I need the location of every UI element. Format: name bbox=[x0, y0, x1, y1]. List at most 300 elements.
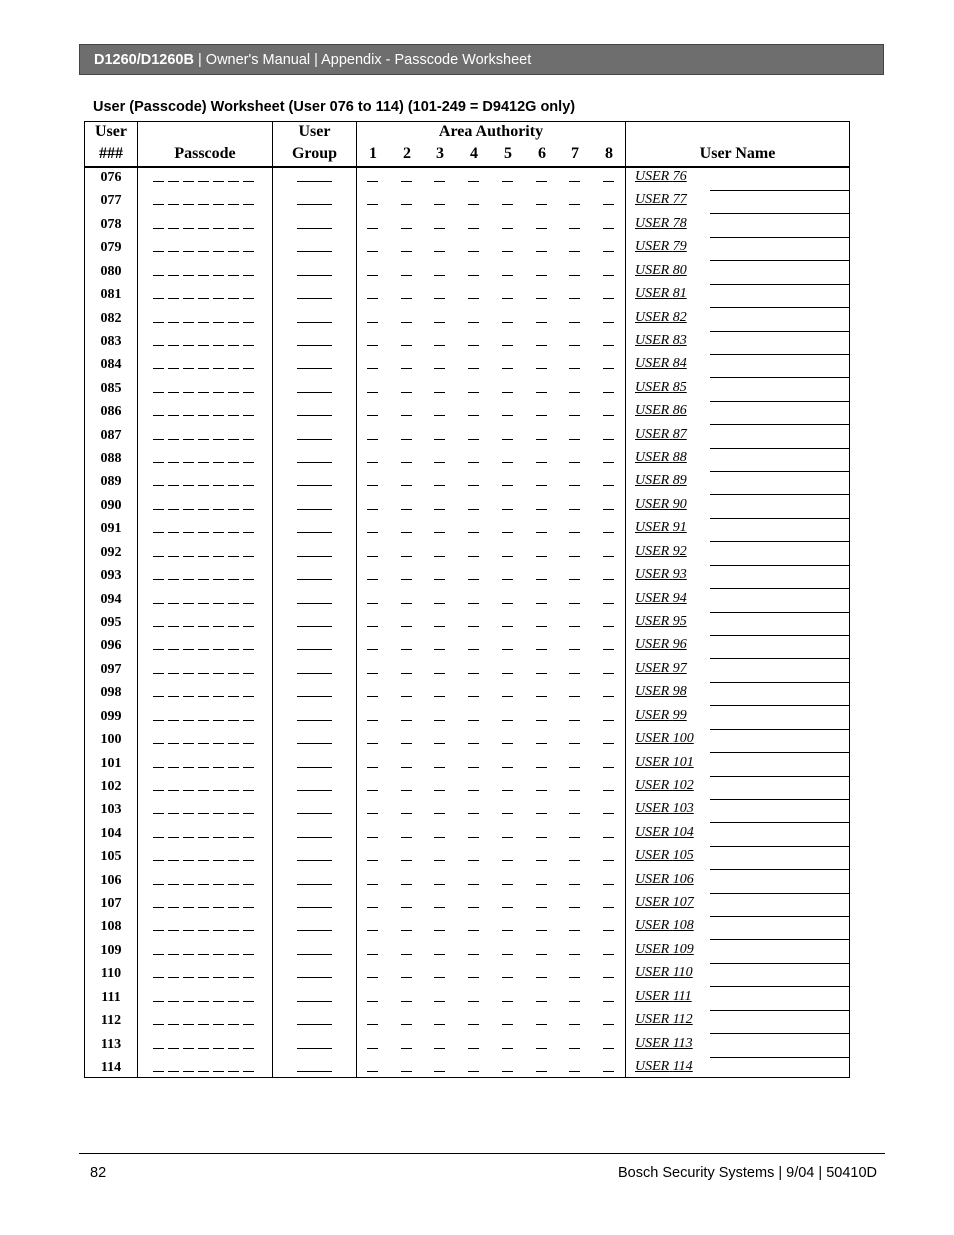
area-authority-blank[interactable] bbox=[468, 767, 479, 768]
area-authority-blank[interactable] bbox=[502, 884, 513, 885]
area-authority-blank[interactable] bbox=[502, 696, 513, 697]
area-authority-blank[interactable] bbox=[603, 509, 614, 510]
area-authority-blank[interactable] bbox=[367, 1071, 378, 1072]
area-authority-blank[interactable] bbox=[502, 556, 513, 557]
user-group-blank[interactable] bbox=[297, 790, 332, 791]
area-authority-blank[interactable] bbox=[569, 345, 580, 346]
area-authority-blank[interactable] bbox=[367, 1048, 378, 1049]
passcode-blank[interactable] bbox=[153, 509, 257, 510]
area-authority-blank[interactable] bbox=[434, 696, 445, 697]
passcode-blank[interactable] bbox=[153, 626, 257, 627]
area-authority-blank[interactable] bbox=[468, 275, 479, 276]
passcode-blank[interactable] bbox=[153, 977, 257, 978]
area-authority-blank[interactable] bbox=[603, 884, 614, 885]
area-authority-blank[interactable] bbox=[401, 884, 412, 885]
area-authority-blank[interactable] bbox=[603, 860, 614, 861]
passcode-blank[interactable] bbox=[153, 696, 257, 697]
area-authority-blank[interactable] bbox=[569, 977, 580, 978]
area-authority-blank[interactable] bbox=[536, 322, 547, 323]
area-authority-blank[interactable] bbox=[401, 204, 412, 205]
area-authority-blank[interactable] bbox=[401, 532, 412, 533]
area-authority-blank[interactable] bbox=[536, 275, 547, 276]
area-authority-blank[interactable] bbox=[434, 884, 445, 885]
area-authority-blank[interactable] bbox=[502, 767, 513, 768]
area-authority-blank[interactable] bbox=[434, 743, 445, 744]
user-group-blank[interactable] bbox=[297, 462, 332, 463]
area-authority-blank[interactable] bbox=[569, 860, 580, 861]
passcode-blank[interactable] bbox=[153, 649, 257, 650]
area-authority-blank[interactable] bbox=[468, 298, 479, 299]
area-authority-blank[interactable] bbox=[468, 509, 479, 510]
area-authority-blank[interactable] bbox=[569, 790, 580, 791]
area-authority-blank[interactable] bbox=[569, 532, 580, 533]
area-authority-blank[interactable] bbox=[434, 204, 445, 205]
area-authority-blank[interactable] bbox=[603, 1048, 614, 1049]
area-authority-blank[interactable] bbox=[401, 696, 412, 697]
user-group-blank[interactable] bbox=[297, 368, 332, 369]
area-authority-blank[interactable] bbox=[569, 556, 580, 557]
area-authority-blank[interactable] bbox=[502, 977, 513, 978]
area-authority-blank[interactable] bbox=[502, 532, 513, 533]
area-authority-blank[interactable] bbox=[434, 767, 445, 768]
area-authority-blank[interactable] bbox=[502, 204, 513, 205]
area-authority-blank[interactable] bbox=[434, 907, 445, 908]
user-group-blank[interactable] bbox=[297, 673, 332, 674]
area-authority-blank[interactable] bbox=[536, 228, 547, 229]
area-authority-blank[interactable] bbox=[603, 696, 614, 697]
area-authority-blank[interactable] bbox=[603, 181, 614, 182]
area-authority-blank[interactable] bbox=[536, 837, 547, 838]
area-authority-blank[interactable] bbox=[603, 930, 614, 931]
user-group-blank[interactable] bbox=[297, 720, 332, 721]
area-authority-blank[interactable] bbox=[401, 649, 412, 650]
area-authority-blank[interactable] bbox=[603, 204, 614, 205]
area-authority-blank[interactable] bbox=[603, 1024, 614, 1025]
passcode-blank[interactable] bbox=[153, 462, 257, 463]
area-authority-blank[interactable] bbox=[367, 556, 378, 557]
area-authority-blank[interactable] bbox=[468, 181, 479, 182]
user-group-blank[interactable] bbox=[297, 251, 332, 252]
area-authority-blank[interactable] bbox=[536, 813, 547, 814]
area-authority-blank[interactable] bbox=[367, 884, 378, 885]
area-authority-blank[interactable] bbox=[468, 673, 479, 674]
area-authority-blank[interactable] bbox=[569, 1024, 580, 1025]
area-authority-blank[interactable] bbox=[569, 743, 580, 744]
area-authority-blank[interactable] bbox=[468, 204, 479, 205]
area-authority-blank[interactable] bbox=[434, 462, 445, 463]
area-authority-blank[interactable] bbox=[502, 860, 513, 861]
area-authority-blank[interactable] bbox=[569, 509, 580, 510]
area-authority-blank[interactable] bbox=[401, 298, 412, 299]
area-authority-blank[interactable] bbox=[536, 720, 547, 721]
area-authority-blank[interactable] bbox=[536, 907, 547, 908]
passcode-blank[interactable] bbox=[153, 767, 257, 768]
passcode-blank[interactable] bbox=[153, 790, 257, 791]
passcode-blank[interactable] bbox=[153, 228, 257, 229]
area-authority-blank[interactable] bbox=[468, 345, 479, 346]
area-authority-blank[interactable] bbox=[603, 977, 614, 978]
area-authority-blank[interactable] bbox=[367, 579, 378, 580]
area-authority-blank[interactable] bbox=[434, 439, 445, 440]
passcode-blank[interactable] bbox=[153, 532, 257, 533]
area-authority-blank[interactable] bbox=[569, 392, 580, 393]
area-authority-blank[interactable] bbox=[502, 415, 513, 416]
area-authority-blank[interactable] bbox=[401, 1071, 412, 1072]
passcode-blank[interactable] bbox=[153, 954, 257, 955]
area-authority-blank[interactable] bbox=[569, 415, 580, 416]
area-authority-blank[interactable] bbox=[367, 485, 378, 486]
passcode-blank[interactable] bbox=[153, 415, 257, 416]
area-authority-blank[interactable] bbox=[468, 813, 479, 814]
area-authority-blank[interactable] bbox=[367, 1024, 378, 1025]
user-group-blank[interactable] bbox=[297, 767, 332, 768]
area-authority-blank[interactable] bbox=[569, 813, 580, 814]
area-authority-blank[interactable] bbox=[502, 462, 513, 463]
area-authority-blank[interactable] bbox=[502, 1001, 513, 1002]
passcode-blank[interactable] bbox=[153, 1048, 257, 1049]
area-authority-blank[interactable] bbox=[468, 532, 479, 533]
passcode-blank[interactable] bbox=[153, 1071, 257, 1072]
area-authority-blank[interactable] bbox=[569, 228, 580, 229]
area-authority-blank[interactable] bbox=[569, 603, 580, 604]
area-authority-blank[interactable] bbox=[434, 837, 445, 838]
area-authority-blank[interactable] bbox=[569, 204, 580, 205]
area-authority-blank[interactable] bbox=[401, 345, 412, 346]
area-authority-blank[interactable] bbox=[468, 954, 479, 955]
area-authority-blank[interactable] bbox=[468, 228, 479, 229]
area-authority-blank[interactable] bbox=[434, 415, 445, 416]
area-authority-blank[interactable] bbox=[468, 322, 479, 323]
area-authority-blank[interactable] bbox=[603, 649, 614, 650]
area-authority-blank[interactable] bbox=[468, 1048, 479, 1049]
area-authority-blank[interactable] bbox=[569, 251, 580, 252]
area-authority-blank[interactable] bbox=[468, 649, 479, 650]
area-authority-blank[interactable] bbox=[367, 368, 378, 369]
area-authority-blank[interactable] bbox=[468, 720, 479, 721]
area-authority-blank[interactable] bbox=[401, 509, 412, 510]
user-group-blank[interactable] bbox=[297, 837, 332, 838]
area-authority-blank[interactable] bbox=[536, 884, 547, 885]
area-authority-blank[interactable] bbox=[401, 837, 412, 838]
passcode-blank[interactable] bbox=[153, 439, 257, 440]
area-authority-blank[interactable] bbox=[434, 626, 445, 627]
area-authority-blank[interactable] bbox=[401, 790, 412, 791]
area-authority-blank[interactable] bbox=[569, 696, 580, 697]
area-authority-blank[interactable] bbox=[603, 837, 614, 838]
area-authority-blank[interactable] bbox=[536, 673, 547, 674]
area-authority-blank[interactable] bbox=[569, 954, 580, 955]
area-authority-blank[interactable] bbox=[502, 275, 513, 276]
user-group-blank[interactable] bbox=[297, 649, 332, 650]
user-group-blank[interactable] bbox=[297, 181, 332, 182]
area-authority-blank[interactable] bbox=[536, 556, 547, 557]
area-authority-blank[interactable] bbox=[401, 930, 412, 931]
area-authority-blank[interactable] bbox=[434, 322, 445, 323]
area-authority-blank[interactable] bbox=[401, 977, 412, 978]
area-authority-blank[interactable] bbox=[603, 345, 614, 346]
area-authority-blank[interactable] bbox=[401, 462, 412, 463]
area-authority-blank[interactable] bbox=[569, 485, 580, 486]
area-authority-blank[interactable] bbox=[502, 813, 513, 814]
passcode-blank[interactable] bbox=[153, 884, 257, 885]
area-authority-blank[interactable] bbox=[536, 1048, 547, 1049]
area-authority-blank[interactable] bbox=[434, 251, 445, 252]
area-authority-blank[interactable] bbox=[367, 813, 378, 814]
area-authority-blank[interactable] bbox=[468, 626, 479, 627]
area-authority-blank[interactable] bbox=[434, 720, 445, 721]
area-authority-blank[interactable] bbox=[502, 322, 513, 323]
area-authority-blank[interactable] bbox=[502, 743, 513, 744]
passcode-blank[interactable] bbox=[153, 743, 257, 744]
area-authority-blank[interactable] bbox=[468, 860, 479, 861]
user-group-blank[interactable] bbox=[297, 298, 332, 299]
area-authority-blank[interactable] bbox=[536, 1001, 547, 1002]
area-authority-blank[interactable] bbox=[603, 813, 614, 814]
area-authority-blank[interactable] bbox=[401, 275, 412, 276]
area-authority-blank[interactable] bbox=[367, 626, 378, 627]
area-authority-blank[interactable] bbox=[434, 1071, 445, 1072]
area-authority-blank[interactable] bbox=[603, 954, 614, 955]
area-authority-blank[interactable] bbox=[536, 392, 547, 393]
area-authority-blank[interactable] bbox=[569, 907, 580, 908]
area-authority-blank[interactable] bbox=[367, 462, 378, 463]
area-authority-blank[interactable] bbox=[401, 720, 412, 721]
area-authority-blank[interactable] bbox=[367, 204, 378, 205]
area-authority-blank[interactable] bbox=[367, 954, 378, 955]
area-authority-blank[interactable] bbox=[536, 439, 547, 440]
area-authority-blank[interactable] bbox=[536, 790, 547, 791]
area-authority-blank[interactable] bbox=[502, 649, 513, 650]
area-authority-blank[interactable] bbox=[367, 603, 378, 604]
user-group-blank[interactable] bbox=[297, 415, 332, 416]
area-authority-blank[interactable] bbox=[401, 485, 412, 486]
area-authority-blank[interactable] bbox=[603, 790, 614, 791]
area-authority-blank[interactable] bbox=[401, 322, 412, 323]
area-authority-blank[interactable] bbox=[434, 977, 445, 978]
area-authority-blank[interactable] bbox=[536, 696, 547, 697]
area-authority-blank[interactable] bbox=[536, 743, 547, 744]
area-authority-blank[interactable] bbox=[569, 181, 580, 182]
area-authority-blank[interactable] bbox=[468, 439, 479, 440]
user-group-blank[interactable] bbox=[297, 954, 332, 955]
area-authority-blank[interactable] bbox=[502, 603, 513, 604]
area-authority-blank[interactable] bbox=[569, 930, 580, 931]
user-group-blank[interactable] bbox=[297, 907, 332, 908]
passcode-blank[interactable] bbox=[153, 322, 257, 323]
area-authority-blank[interactable] bbox=[401, 954, 412, 955]
area-authority-blank[interactable] bbox=[367, 837, 378, 838]
area-authority-blank[interactable] bbox=[367, 345, 378, 346]
area-authority-blank[interactable] bbox=[536, 509, 547, 510]
area-authority-blank[interactable] bbox=[401, 743, 412, 744]
area-authority-blank[interactable] bbox=[536, 532, 547, 533]
passcode-blank[interactable] bbox=[153, 392, 257, 393]
area-authority-blank[interactable] bbox=[569, 1071, 580, 1072]
area-authority-blank[interactable] bbox=[603, 1071, 614, 1072]
area-authority-blank[interactable] bbox=[536, 1024, 547, 1025]
area-authority-blank[interactable] bbox=[569, 673, 580, 674]
passcode-blank[interactable] bbox=[153, 345, 257, 346]
area-authority-blank[interactable] bbox=[569, 1001, 580, 1002]
area-authority-blank[interactable] bbox=[434, 860, 445, 861]
area-authority-blank[interactable] bbox=[401, 860, 412, 861]
area-authority-blank[interactable] bbox=[569, 626, 580, 627]
passcode-blank[interactable] bbox=[153, 813, 257, 814]
area-authority-blank[interactable] bbox=[536, 204, 547, 205]
area-authority-blank[interactable] bbox=[468, 837, 479, 838]
area-authority-blank[interactable] bbox=[603, 532, 614, 533]
area-authority-blank[interactable] bbox=[468, 603, 479, 604]
user-group-blank[interactable] bbox=[297, 626, 332, 627]
area-authority-blank[interactable] bbox=[603, 462, 614, 463]
area-authority-blank[interactable] bbox=[569, 298, 580, 299]
passcode-blank[interactable] bbox=[153, 368, 257, 369]
area-authority-blank[interactable] bbox=[603, 743, 614, 744]
area-authority-blank[interactable] bbox=[434, 790, 445, 791]
area-authority-blank[interactable] bbox=[569, 462, 580, 463]
user-group-blank[interactable] bbox=[297, 204, 332, 205]
area-authority-blank[interactable] bbox=[569, 579, 580, 580]
area-authority-blank[interactable] bbox=[603, 251, 614, 252]
area-authority-blank[interactable] bbox=[502, 298, 513, 299]
user-group-blank[interactable] bbox=[297, 930, 332, 931]
user-group-blank[interactable] bbox=[297, 1024, 332, 1025]
area-authority-blank[interactable] bbox=[401, 439, 412, 440]
area-authority-blank[interactable] bbox=[569, 368, 580, 369]
area-authority-blank[interactable] bbox=[502, 181, 513, 182]
area-authority-blank[interactable] bbox=[401, 603, 412, 604]
area-authority-blank[interactable] bbox=[367, 228, 378, 229]
user-group-blank[interactable] bbox=[297, 556, 332, 557]
area-authority-blank[interactable] bbox=[434, 298, 445, 299]
area-authority-blank[interactable] bbox=[502, 837, 513, 838]
user-group-blank[interactable] bbox=[297, 485, 332, 486]
area-authority-blank[interactable] bbox=[536, 462, 547, 463]
area-authority-blank[interactable] bbox=[502, 509, 513, 510]
area-authority-blank[interactable] bbox=[367, 275, 378, 276]
area-authority-blank[interactable] bbox=[536, 603, 547, 604]
user-group-blank[interactable] bbox=[297, 392, 332, 393]
area-authority-blank[interactable] bbox=[536, 626, 547, 627]
passcode-blank[interactable] bbox=[153, 1001, 257, 1002]
area-authority-blank[interactable] bbox=[603, 907, 614, 908]
user-group-blank[interactable] bbox=[297, 977, 332, 978]
area-authority-blank[interactable] bbox=[468, 930, 479, 931]
area-authority-blank[interactable] bbox=[367, 907, 378, 908]
area-authority-blank[interactable] bbox=[569, 720, 580, 721]
area-authority-blank[interactable] bbox=[468, 1001, 479, 1002]
user-group-blank[interactable] bbox=[297, 1048, 332, 1049]
area-authority-blank[interactable] bbox=[367, 298, 378, 299]
area-authority-blank[interactable] bbox=[468, 743, 479, 744]
user-group-blank[interactable] bbox=[297, 509, 332, 510]
area-authority-blank[interactable] bbox=[367, 860, 378, 861]
passcode-blank[interactable] bbox=[153, 1024, 257, 1025]
area-authority-blank[interactable] bbox=[434, 485, 445, 486]
area-authority-blank[interactable] bbox=[434, 579, 445, 580]
area-authority-blank[interactable] bbox=[434, 368, 445, 369]
area-authority-blank[interactable] bbox=[468, 251, 479, 252]
user-group-blank[interactable] bbox=[297, 275, 332, 276]
area-authority-blank[interactable] bbox=[367, 696, 378, 697]
user-group-blank[interactable] bbox=[297, 1071, 332, 1072]
area-authority-blank[interactable] bbox=[603, 322, 614, 323]
area-authority-blank[interactable] bbox=[502, 673, 513, 674]
area-authority-blank[interactable] bbox=[434, 181, 445, 182]
area-authority-blank[interactable] bbox=[367, 743, 378, 744]
area-authority-blank[interactable] bbox=[536, 977, 547, 978]
area-authority-blank[interactable] bbox=[434, 509, 445, 510]
area-authority-blank[interactable] bbox=[502, 626, 513, 627]
area-authority-blank[interactable] bbox=[468, 485, 479, 486]
area-authority-blank[interactable] bbox=[367, 251, 378, 252]
area-authority-blank[interactable] bbox=[536, 860, 547, 861]
user-group-blank[interactable] bbox=[297, 1001, 332, 1002]
passcode-blank[interactable] bbox=[153, 251, 257, 252]
area-authority-blank[interactable] bbox=[401, 907, 412, 908]
area-authority-blank[interactable] bbox=[603, 603, 614, 604]
area-authority-blank[interactable] bbox=[603, 415, 614, 416]
area-authority-blank[interactable] bbox=[468, 884, 479, 885]
area-authority-blank[interactable] bbox=[434, 1001, 445, 1002]
area-authority-blank[interactable] bbox=[401, 626, 412, 627]
user-group-blank[interactable] bbox=[297, 813, 332, 814]
area-authority-blank[interactable] bbox=[401, 813, 412, 814]
passcode-blank[interactable] bbox=[153, 720, 257, 721]
area-authority-blank[interactable] bbox=[502, 228, 513, 229]
area-authority-blank[interactable] bbox=[502, 1048, 513, 1049]
area-authority-blank[interactable] bbox=[434, 954, 445, 955]
area-authority-blank[interactable] bbox=[401, 228, 412, 229]
area-authority-blank[interactable] bbox=[401, 1001, 412, 1002]
area-authority-blank[interactable] bbox=[434, 392, 445, 393]
area-authority-blank[interactable] bbox=[603, 439, 614, 440]
area-authority-blank[interactable] bbox=[502, 1024, 513, 1025]
passcode-blank[interactable] bbox=[153, 485, 257, 486]
area-authority-blank[interactable] bbox=[367, 181, 378, 182]
area-authority-blank[interactable] bbox=[367, 392, 378, 393]
passcode-blank[interactable] bbox=[153, 930, 257, 931]
area-authority-blank[interactable] bbox=[603, 275, 614, 276]
area-authority-blank[interactable] bbox=[502, 368, 513, 369]
area-authority-blank[interactable] bbox=[536, 954, 547, 955]
area-authority-blank[interactable] bbox=[401, 415, 412, 416]
passcode-blank[interactable] bbox=[153, 579, 257, 580]
area-authority-blank[interactable] bbox=[401, 1024, 412, 1025]
user-group-blank[interactable] bbox=[297, 579, 332, 580]
area-authority-blank[interactable] bbox=[434, 1048, 445, 1049]
user-group-blank[interactable] bbox=[297, 603, 332, 604]
user-group-blank[interactable] bbox=[297, 322, 332, 323]
area-authority-blank[interactable] bbox=[536, 579, 547, 580]
area-authority-blank[interactable] bbox=[434, 345, 445, 346]
area-authority-blank[interactable] bbox=[367, 532, 378, 533]
area-authority-blank[interactable] bbox=[569, 837, 580, 838]
area-authority-blank[interactable] bbox=[603, 228, 614, 229]
area-authority-blank[interactable] bbox=[502, 1071, 513, 1072]
area-authority-blank[interactable] bbox=[468, 790, 479, 791]
area-authority-blank[interactable] bbox=[367, 720, 378, 721]
passcode-blank[interactable] bbox=[153, 673, 257, 674]
area-authority-blank[interactable] bbox=[434, 673, 445, 674]
area-authority-blank[interactable] bbox=[367, 930, 378, 931]
area-authority-blank[interactable] bbox=[536, 345, 547, 346]
area-authority-blank[interactable] bbox=[434, 930, 445, 931]
passcode-blank[interactable] bbox=[153, 204, 257, 205]
area-authority-blank[interactable] bbox=[569, 322, 580, 323]
area-authority-blank[interactable] bbox=[502, 439, 513, 440]
area-authority-blank[interactable] bbox=[569, 1048, 580, 1049]
